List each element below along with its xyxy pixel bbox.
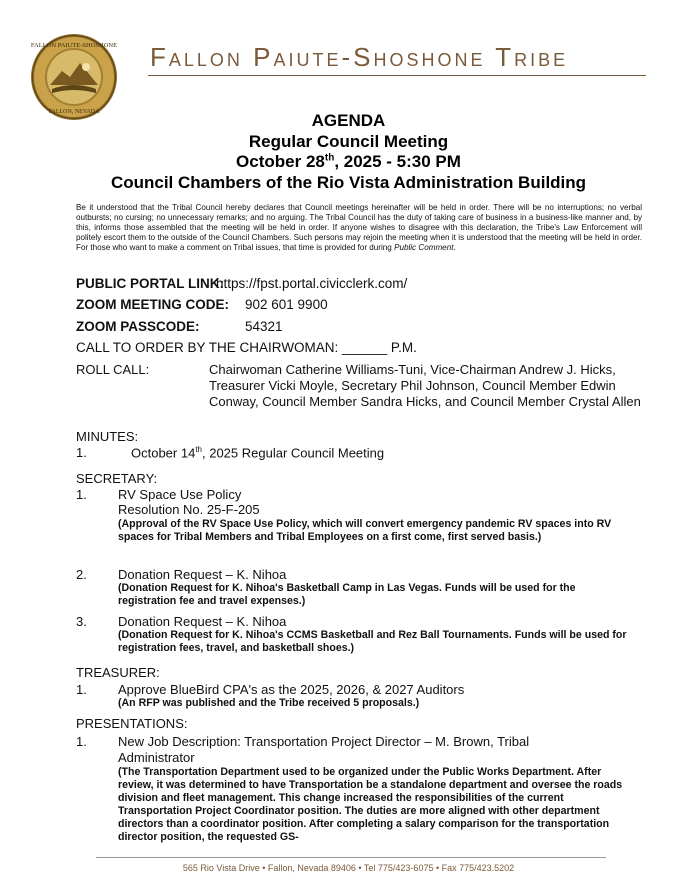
secretary-item-title: Donation Request – K. Nihoa (118, 567, 287, 582)
secretary-item-title: RV Space Use Policy (118, 487, 242, 502)
tribe-name: Fallon Paiute-Shoshone Tribe (150, 42, 569, 72)
treasurer-item-desc: (An RFP was published and the Tribe received 5 proposals.) (118, 697, 420, 709)
footer-divider (96, 857, 606, 858)
secretary-item-title: Donation Request – K. Nihoa (118, 614, 287, 629)
presentation-item-title-cont: Administrator (118, 750, 195, 765)
svg-text:FALLON PAIUTE-SHOSHONE: FALLON PAIUTE-SHOSHONE (30, 42, 118, 49)
treasurer-item-title: Approve BlueBird CPA's as the 2025, 2026, & 2027 Auditors (118, 682, 465, 697)
minutes-heading: MINUTES: (76, 429, 139, 444)
meeting-type: Regular Council Meeting (248, 132, 449, 151)
secretary-item-resolution: Resolution No. 25-F-205 (118, 502, 260, 517)
portal-link[interactable]: https://fpst.portal.civicclerk.com/ (216, 276, 408, 291)
call-to-order: CALL TO ORDER BY THE CHAIRWOMAN: ______ P.M. (76, 340, 417, 355)
item-number: 1. (76, 682, 87, 697)
secretary-item-desc: (Donation Request for K. Nihoa's Basketball Camp in Las Vegas. Funds will be used for the registration fee and travel expenses.) (118, 582, 576, 607)
treasurer-heading: TREASURER: (76, 665, 160, 680)
svg-text:FALLON, NEVADA: FALLON, NEVADA (48, 109, 100, 115)
item-number: 2. (76, 567, 87, 582)
footer-address: 565 Rio Vista Drive • Fallon, Nevada 89406 • Tel 775/423-6075 • Fax 775/423.5202 (182, 863, 515, 873)
item-number: 1. (76, 734, 87, 749)
item-number: 3. (76, 614, 87, 629)
zoom-code: 902 601 9900 (245, 297, 328, 312)
meeting-location: Council Chambers of the Rio Vista Administration Building (110, 173, 587, 192)
roll-call-members: Chairwoman Catherine Williams-Tuni, Vice-Chairman Andrew J. Hicks, Treasurer Vicki Moyle, Secretary Phil Johnson, Council Member Edwin Conway, Council Member Sandra Hicks, and Council Member Crystal Allen (209, 362, 641, 409)
secretary-item-desc: (Donation Request for K. Nihoa's CCMS Basketball and Rez Ball Tournaments. Funds will be used for registration fees, travel, and basketball shoes.) (118, 629, 627, 654)
presentation-item-desc: (The Transportation Department used to be organized under the Public Works Department. After review, it was determined to have Transportation be a standalone department and oversee the roads division and fleet management. This change increased the responsibilities of the current Transportation Project Coordinator position. The duties are more aligned with other department directors than a coordinator position. After completing a salary comparison for the transportation director position, the requested GS- (118, 766, 623, 843)
presentation-item-title: New Job Description: Transportation Project Director – M. Brown, Tribal (118, 734, 530, 749)
roll-call-label: ROLL CALL: (76, 362, 150, 377)
zoom-passcode: 54321 (245, 319, 283, 334)
portal-link-row: PUBLIC PORTAL LINK: https://fpst.portal.civicclerk.com/ (76, 276, 408, 291)
conduct-notice: Be it understood that the Tribal Council hereby declares that Council meetings hereinafter will be held in order. There will be no interruptions; no verbal outbursts; no cursing; no unnecessary remarks; and no arguing. The Tribal Council has the duty of taking care of business in a business-like manner and, by this, informs those assembled that the meeting will be held in order. If anyone wishes to disagree with this declaration, the Tribe's Law Enforcement will politely escort them to the outside of the Council Chambers. Such persons may rejoin the meeting when it is understood that the meeting will be held in order. For those who want to make a comment on Tribal issues, that time is provided for during Public Comment. (76, 203, 642, 252)
agenda-title: AGENDA (311, 111, 386, 130)
secretary-heading: SECRETARY: (76, 471, 158, 486)
tribe-seal-logo (30, 33, 118, 121)
minutes-item: October 14th, 2025 Regular Council Meeting (131, 445, 385, 461)
header-divider (148, 75, 646, 76)
secretary-item-desc: (Approval of the RV Space Use Policy, which will convert emergency pandemic RV spaces into RV spaces for Tribal Members and Tribal Employees on a first come, first served basis.) (118, 518, 612, 543)
presentations-heading: PRESENTATIONS: (76, 716, 188, 731)
meeting-date: October 28th, 2025 - 5:30 PM (236, 152, 461, 171)
item-number: 1. (76, 445, 87, 460)
zoom-passcode-row: ZOOM PASSCODE: 54321 (76, 319, 283, 334)
zoom-code-row: ZOOM MEETING CODE: 902 601 9900 (76, 297, 328, 312)
item-number: 1. (76, 487, 87, 502)
